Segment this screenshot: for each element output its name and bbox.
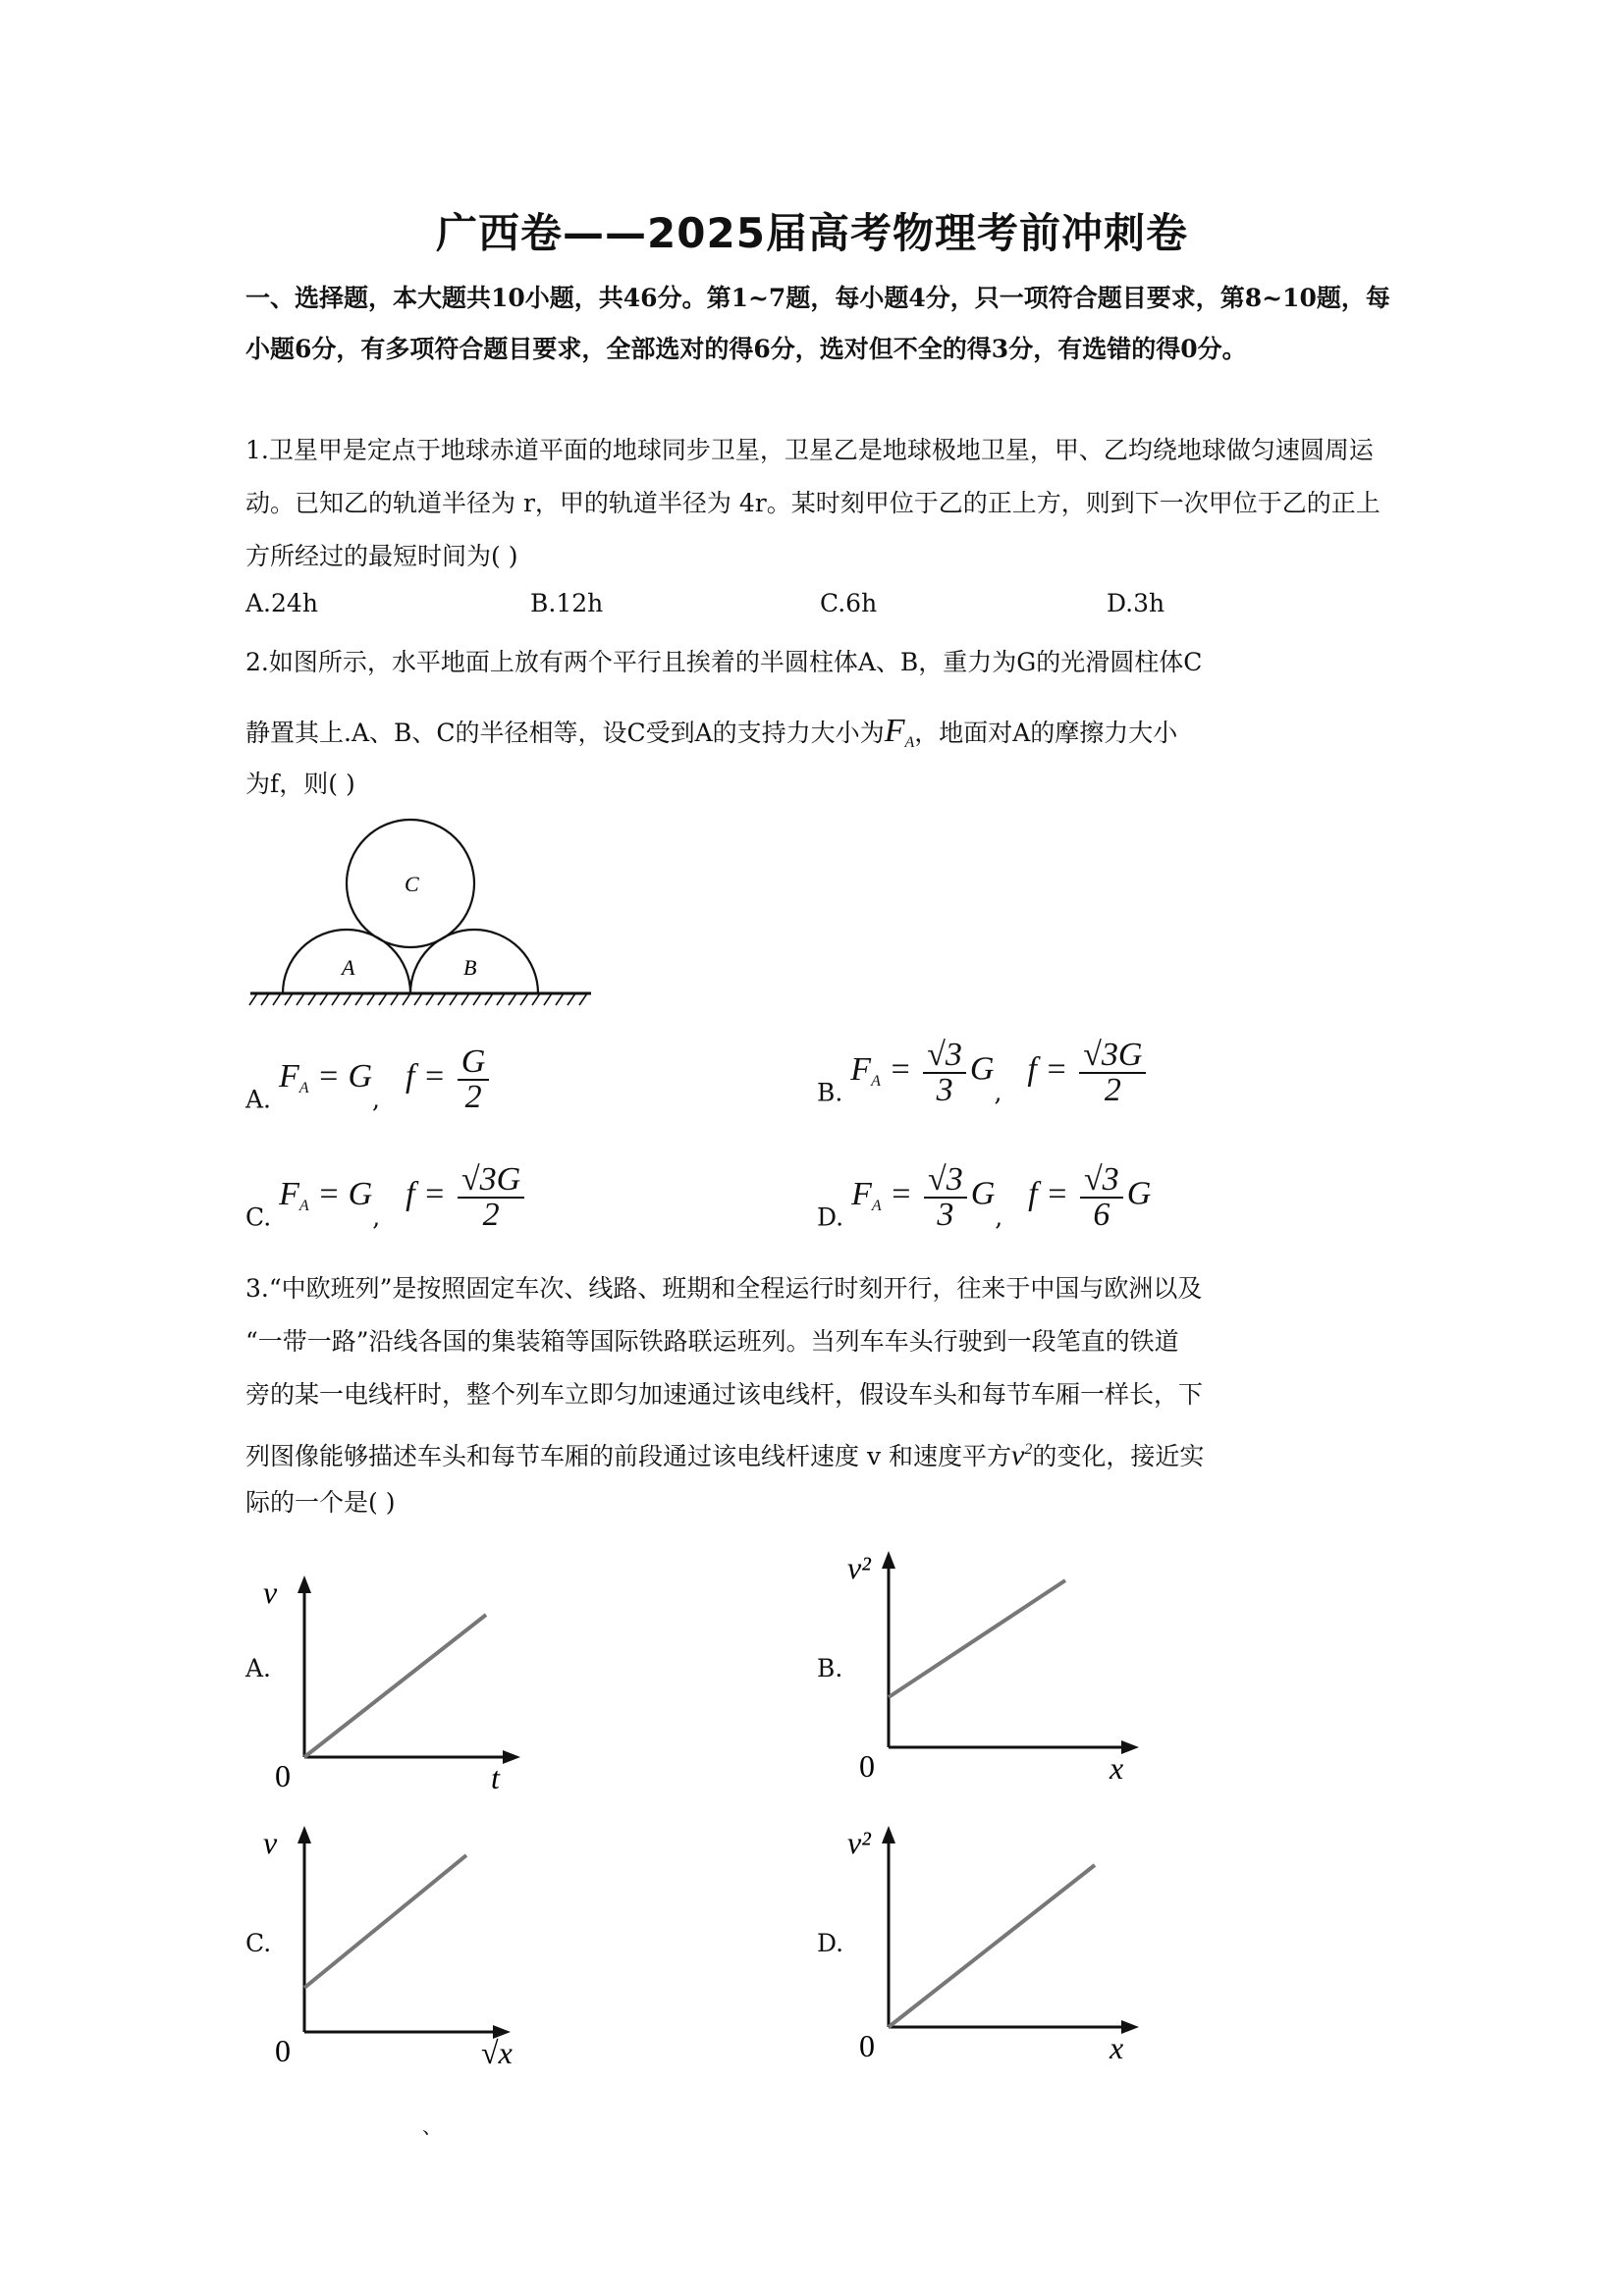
section-heading: 一、选择题，本大题共10小题，共46分。第1~7题，每小题4分，只一项符合题目要求，第8~10题，每小题6分，有多项符合题目要求，全部选对的得6分，选对但不全的得3分，有选错的得0分。: [245, 284, 1390, 363]
q1-option-a[interactable]: A.24h: [245, 589, 318, 617]
y-axis-arrow: [298, 1575, 311, 1593]
x-axis-arrow: [1121, 2020, 1139, 2034]
graph-c-letter[interactable]: C.: [245, 1929, 272, 1957]
graph-line: [889, 1865, 1095, 2027]
label-c: C: [405, 872, 419, 896]
y-axis-arrow: [298, 1826, 311, 1843]
origin-label: 0: [275, 1758, 291, 1793]
q2-line1: 2.如图所示，水平地面上放有两个平行且挨着的半圆柱体A、B，重力为G的光滑圆柱体C: [245, 648, 1203, 676]
graph-c: [265, 1811, 540, 2076]
x-axis-label: t: [491, 1760, 500, 1795]
q1-option-b[interactable]: B.12h: [530, 589, 604, 617]
y-axis-arrow: [882, 1551, 895, 1569]
q2-fa-symbol: $F_A$: [884, 713, 915, 751]
origin-label: 0: [859, 1748, 875, 1784]
label-b: B: [463, 955, 477, 980]
origin-label: 0: [859, 2028, 875, 2063]
q2-line2-text-a: 静置其上.A、B、C的半径相等，设C受到A的支持力大小为: [245, 719, 885, 747]
y-axis-label: v²: [847, 1825, 871, 1860]
q2-line2-text-b: ，地面对A的摩擦力大小: [914, 719, 1178, 747]
x-axis-label: x: [1110, 1750, 1124, 1786]
x-axis-label: √x: [481, 2035, 513, 2070]
label-a: A: [342, 955, 355, 980]
q2-line3: 为f，则( ): [245, 770, 355, 798]
y-axis-label: v²: [847, 1550, 871, 1585]
stray-mark: 、: [422, 2114, 442, 2138]
graph-line: [304, 1615, 486, 1757]
q2-option-a[interactable]: A. $F_A = G$, f = $\frac{G}{2}$: [245, 1045, 493, 1114]
graph-d-letter[interactable]: D.: [817, 1929, 844, 1957]
q2-option-b[interactable]: B. $F_A$ = $\frac{√3}{3}$ G, f = $\frac{√3G}{2}$: [817, 1039, 1150, 1107]
graph-line: [889, 1580, 1065, 1697]
q3-line2: “一带一路”沿线各国的集装箱等国际铁路联运班列。当列车车头行驶到一段笔直的铁道: [245, 1327, 1179, 1356]
y-axis-label: v: [263, 1825, 278, 1860]
q2-option-d[interactable]: D. $F_A$ = $\frac{√3}{3}$ G, f = $\frac{√3}{6}$ G: [817, 1161, 1152, 1233]
q3-line5: 际的一个是( ): [245, 1488, 396, 1517]
q3-line1: 3.“中欧班列”是按照固定车次、线路、班期和全程运行时刻开行，往来于中国与欧洲以及: [245, 1274, 1203, 1303]
q3-line4: 列图像能够描述车头和每节车厢的前段通过该电线杆速度 v 和速度平方$v^2$的变化，接近实: [245, 1439, 1205, 1471]
y-axis-arrow: [882, 1826, 895, 1843]
graph-line: [304, 1855, 466, 1988]
page-title: 广西卷——2025届高考物理考前冲刺卷: [436, 209, 1188, 257]
graph-b: [835, 1541, 1159, 1796]
x-axis-arrow: [1121, 1740, 1139, 1754]
q1-text: 1.卫星甲是定点于地球赤道平面的地球同步卫星，卫星乙是地球极地卫星，甲、乙均绕地球做匀速圆周运动。已知乙的轨道半径为 r，甲的轨道半径为 4r。某时刻甲位于乙的正上方，则到下一次甲位于乙的正上方所经过的最短时间为( ): [245, 436, 1380, 570]
y-axis-label: v: [263, 1575, 278, 1610]
q1-option-d[interactable]: D.3h: [1107, 589, 1165, 617]
graph-a-letter[interactable]: A.: [245, 1654, 272, 1682]
ground-hatching: [249, 993, 587, 1005]
graph-a: [265, 1566, 540, 1796]
x-axis-label: x: [1110, 2030, 1124, 2065]
graph-d: [835, 1816, 1159, 2071]
x-axis-arrow: [503, 1750, 520, 1764]
q3-line3: 旁的某一电线杆时，整个列车立即匀加速通过该电线杆，假设车头和每节车厢一样长，下: [245, 1380, 1204, 1409]
q2-option-c[interactable]: C. $F_A = G$, f = $\frac{√3G}{2}$: [245, 1163, 528, 1232]
q1-option-c[interactable]: C.6h: [820, 589, 878, 617]
q2-cylinders-figure: [245, 825, 599, 1021]
origin-label: 0: [275, 2033, 291, 2068]
graph-b-letter[interactable]: B.: [817, 1654, 843, 1682]
